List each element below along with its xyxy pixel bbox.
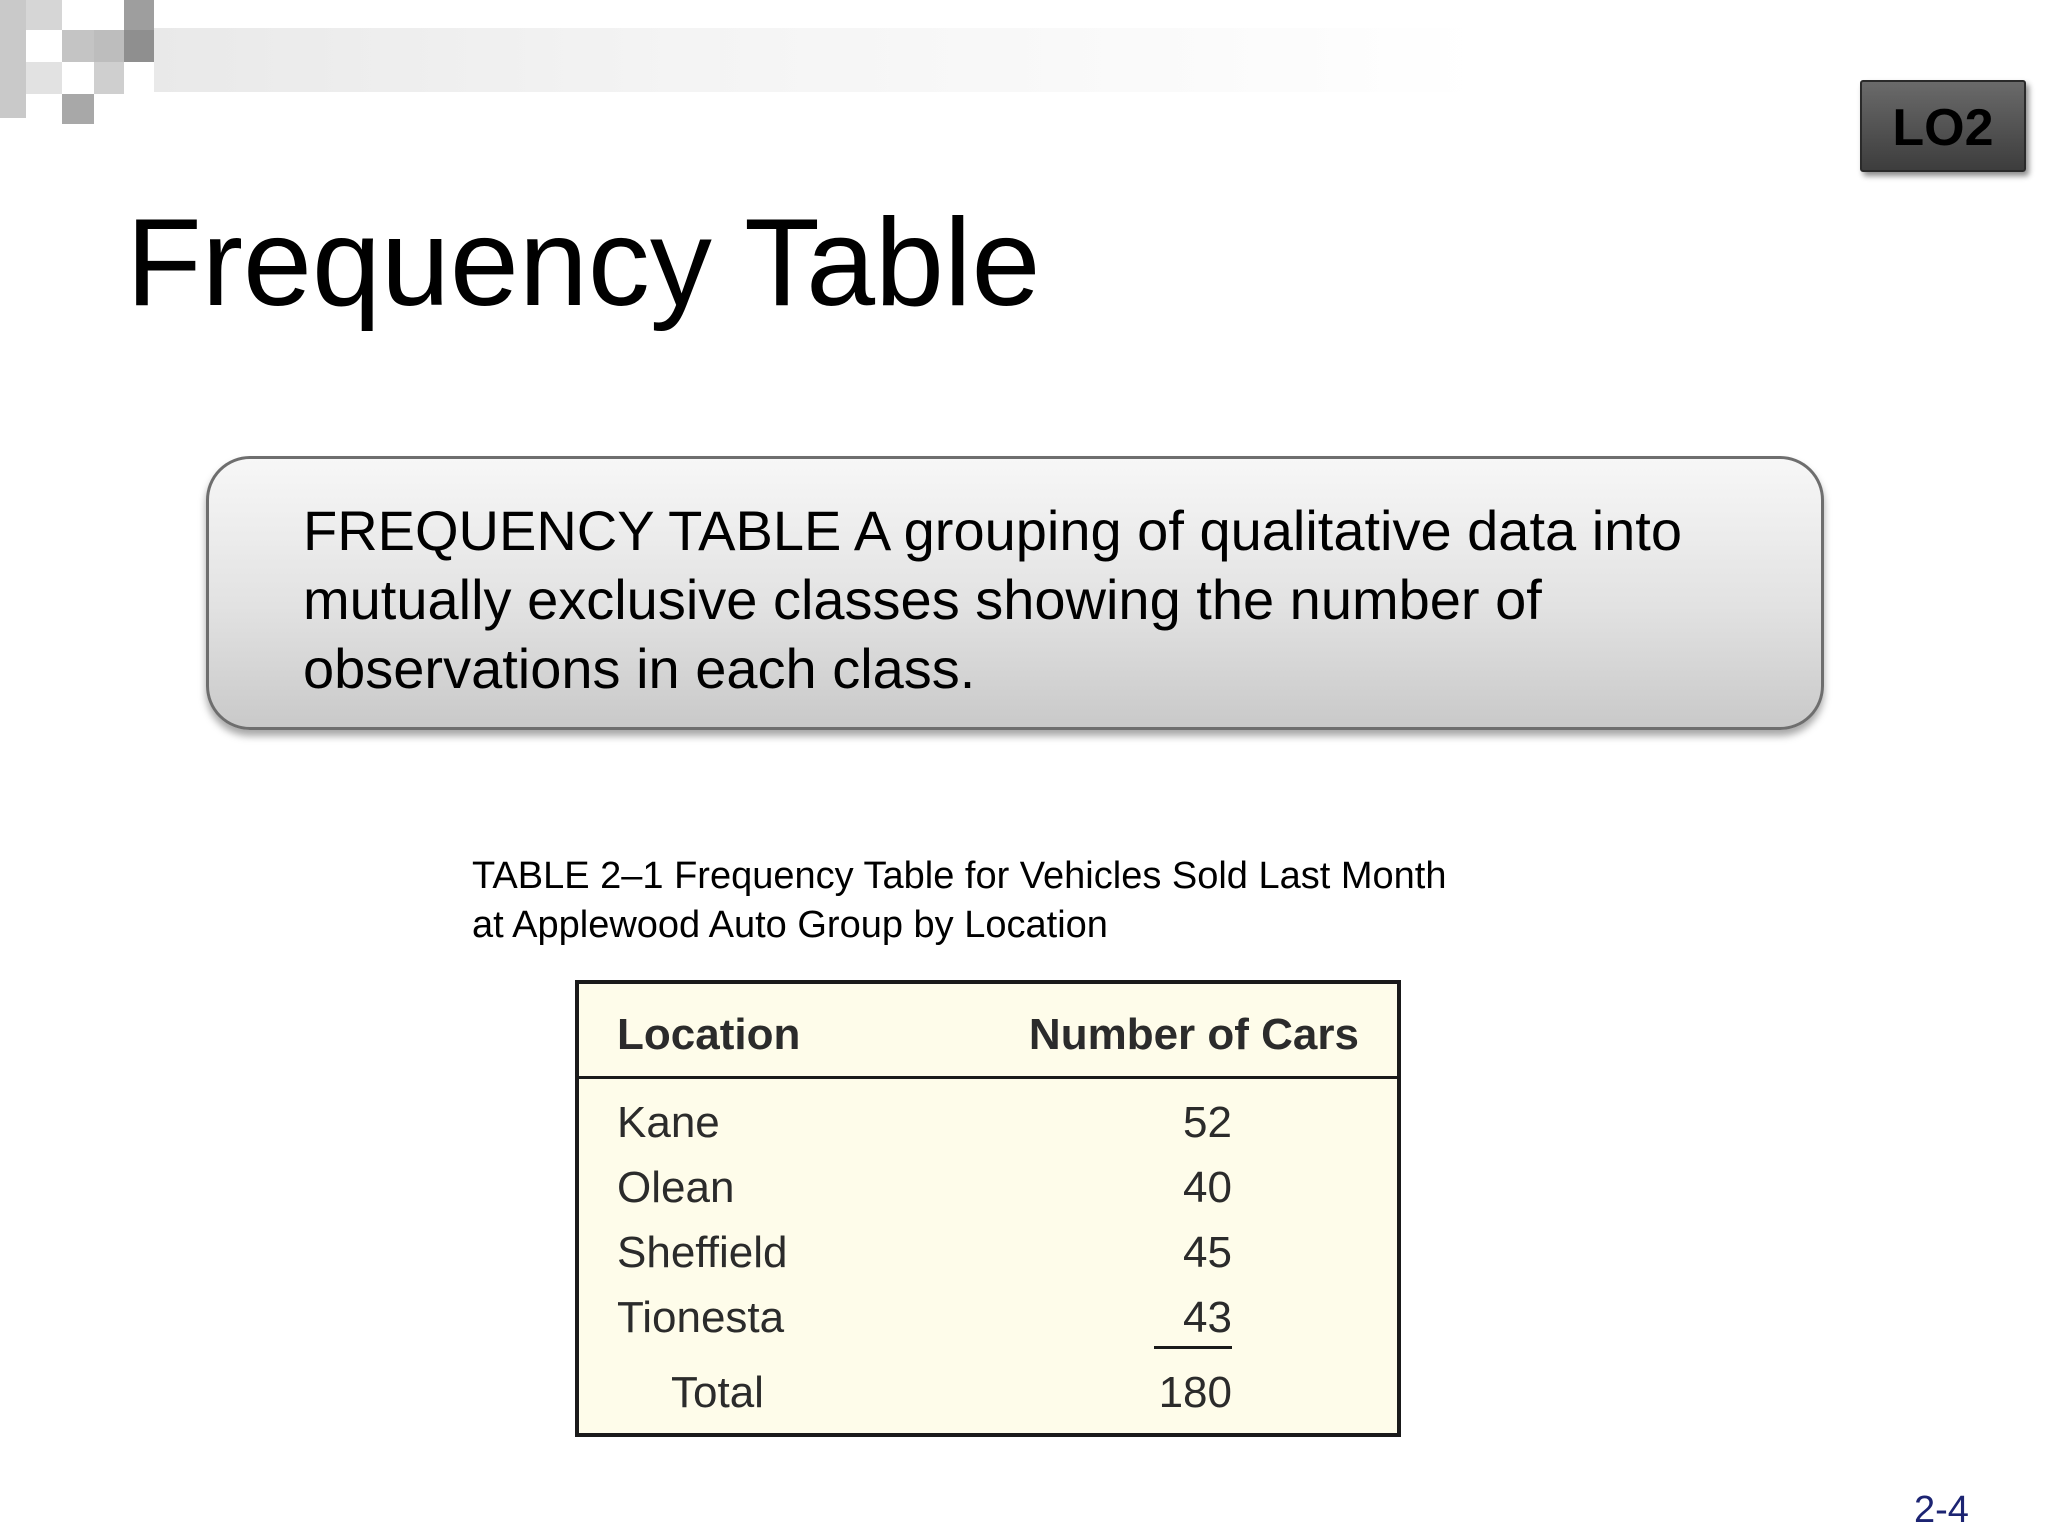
count-cell: 45 <box>1183 1228 1232 1277</box>
location-cell: Sheffield <box>617 1228 788 1277</box>
total-label: Total <box>671 1368 764 1417</box>
header-number-of-cars: Number of Cars <box>1028 1010 1359 1059</box>
total-count: 180 <box>1158 1368 1232 1417</box>
location-cell: Tionesta <box>617 1293 785 1342</box>
count-cell: 43 <box>1183 1293 1232 1342</box>
slide-title: Frequency Table <box>126 194 1041 332</box>
total-underline <box>1154 1346 1232 1349</box>
table-header-row <box>579 984 1397 1079</box>
table-caption <box>472 852 1572 950</box>
table-row <box>579 1156 1397 1220</box>
table-row <box>579 1221 1397 1285</box>
total-row <box>579 1361 1397 1425</box>
count-cell: 52 <box>1183 1098 1232 1147</box>
table-caption-line-1: TABLE 2–1 Frequency Table for Vehicles Sold Last Month <box>472 855 1447 897</box>
page-number: 2-4 <box>1914 1489 1969 1531</box>
definition-callout <box>206 456 1824 730</box>
learning-objective-badge: LO2 <box>1860 80 2026 172</box>
location-cell: Kane <box>617 1098 720 1147</box>
table-caption-line-2: at Applewood Auto Group by Location <box>472 904 1108 946</box>
definition-text: FREQUENCY TABLE A grouping of qualitative data into mutually exclusive classes showing the number of observations in each class. <box>303 499 1682 700</box>
table-row <box>579 1286 1397 1350</box>
corner-mosaic-decoration <box>0 0 1480 130</box>
table-row <box>579 1091 1397 1155</box>
location-cell: Olean <box>617 1163 735 1212</box>
count-cell: 40 <box>1183 1163 1232 1212</box>
frequency-table <box>575 980 1401 1437</box>
header-location: Location <box>617 1010 801 1059</box>
